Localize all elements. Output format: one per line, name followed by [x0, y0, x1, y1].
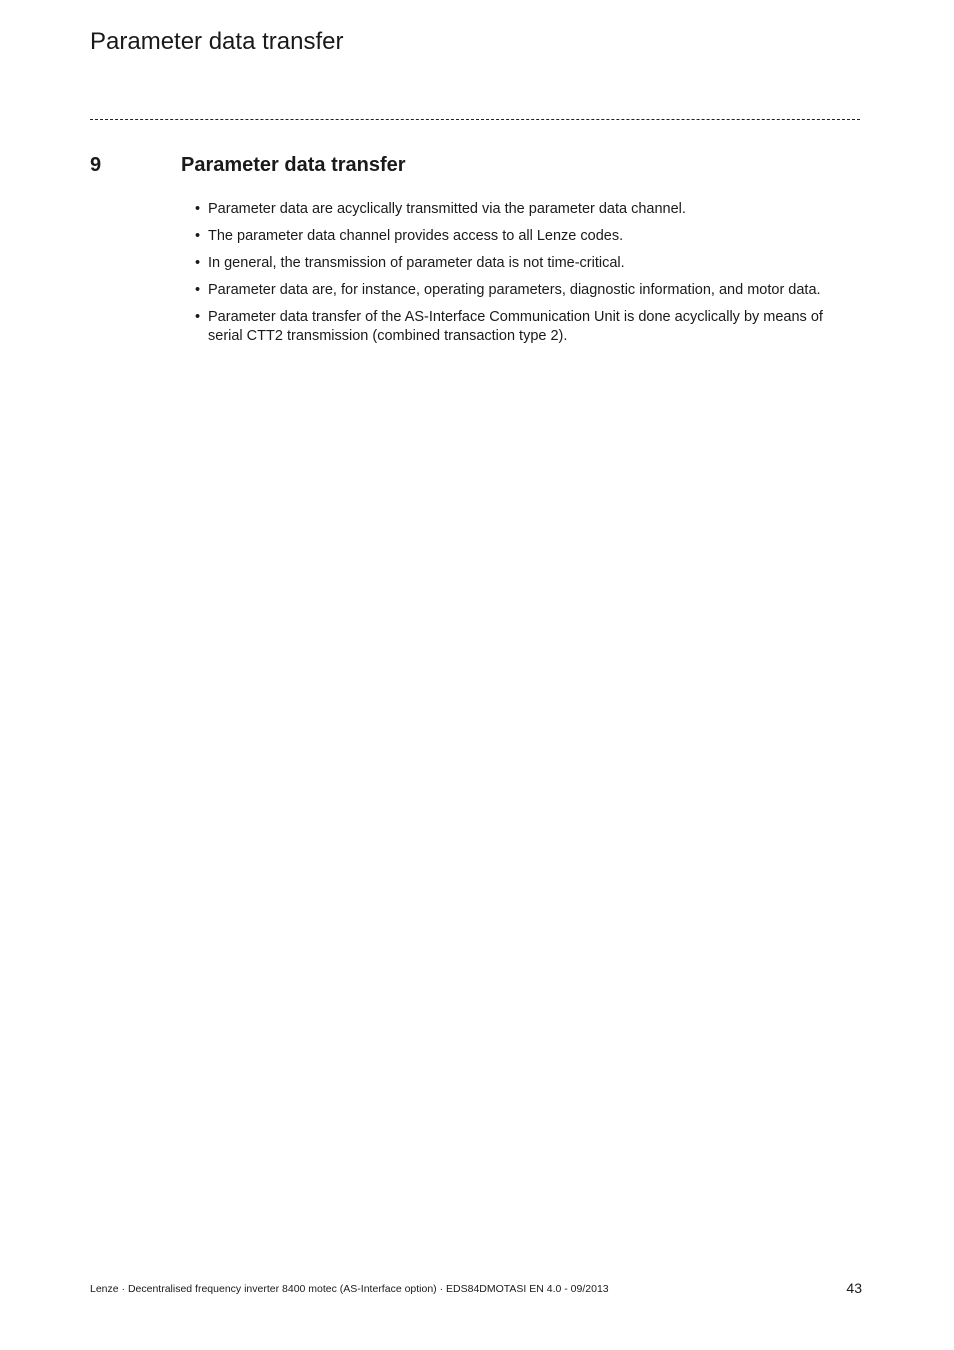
list-item-text: Parameter data are acyclically transmitted via the parameter data channel. — [208, 201, 686, 217]
bullet-icon: • — [195, 228, 201, 244]
section-title: Parameter data transfer — [181, 154, 406, 176]
list-item — [195, 227, 860, 246]
bullet-icon: • — [195, 282, 201, 298]
list-item — [195, 308, 860, 346]
section-number: 9 — [90, 154, 102, 176]
page-number: 43 — [846, 1280, 862, 1296]
footer-text: Lenze · Decentralised frequency inverter 8400 motec (AS-Interface option) · EDS84DMOTASI EN 4.0 - 09/2013 — [90, 1283, 609, 1295]
list-item — [195, 254, 860, 273]
header-divider — [90, 119, 860, 120]
list-item-text: Parameter data transfer of the AS-Interface Communication Unit is done acyclically by means of serial CTT2 transmission (combined transaction type 2). — [208, 309, 823, 344]
list-item-text: In general, the transmission of parameter data is not time-critical. — [208, 255, 625, 271]
list-item-text: Parameter data are, for instance, operating parameters, diagnostic information, and motor data. — [208, 282, 821, 298]
bullet-icon: • — [195, 309, 201, 325]
bullet-icon: • — [195, 255, 201, 271]
bullet-icon: • — [195, 201, 201, 217]
running-header-title: Parameter data transfer — [90, 28, 344, 55]
list-item — [195, 281, 860, 300]
list-item-text: The parameter data channel provides access to all Lenze codes. — [208, 228, 624, 244]
list-item — [195, 200, 860, 219]
bullet-list — [195, 200, 860, 354]
